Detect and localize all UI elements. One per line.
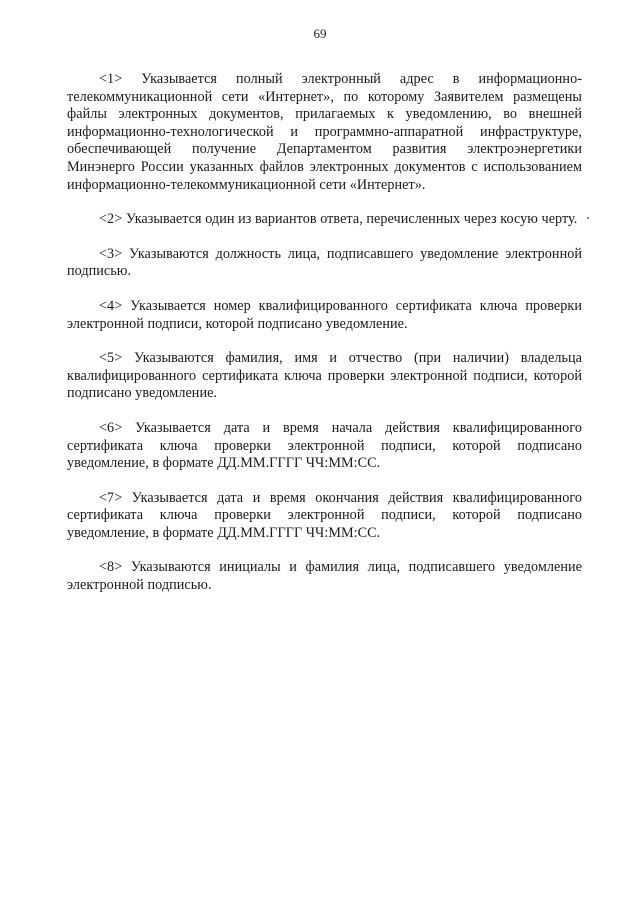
footnote-4: <4> Указывается номер квалифицированного сертификата ключа проверки электронной подписи, которой подписано уведомление. <box>67 297 582 332</box>
footnote-1: <1> Указывается полный электронный адрес в информационно-телекоммуникационной сети «Интернет», по которому Заявителем размещены файлы электронных документов, прилагаемых к уведомлению, во внешней информационно-технологической и программно-аппаратной инфраструктуре, обеспечивающей получение Департаментом развития электроэнергетики Минэнерго России указанных файлов электронных документов с использованием информационно-телекоммуникационной сети «Интернет». <box>67 71 582 193</box>
page-number: 69 <box>313 26 327 41</box>
footnote-3: <3> Указываются должность лица, подписавшего уведомление электронной подписью. <box>67 245 582 280</box>
scan-dot-mark <box>587 217 589 219</box>
footnote-8: <8> Указываются инициалы и фамилия лица, подписавшего уведомление электронной подписью. <box>67 559 582 594</box>
footnote-5: <5> Указываются фамилия, имя и отчество (при наличии) владельца квалифицированного сертификата ключа проверки электронной подписи, которой подписано уведомление. <box>67 350 582 402</box>
footnotes-list <box>67 71 582 612</box>
footnote-6: <6> Указывается дата и время начала действия квалифицированного сертификата ключа проверки электронной подписи, которой подписано уведомление, в формате ДД.ММ.ГГГГ ЧЧ:ММ:СС. <box>67 419 582 472</box>
footnote-7: <7> Указывается дата и время окончания действия квалифицированного сертификата ключа проверки электронной подписи, которой подписано уведомление, в формате ДД.ММ.ГГГГ ЧЧ:ММ:СС. <box>67 489 582 541</box>
footnote-2: <2> Указывается один из вариантов ответа, перечисленных через косую черту. <box>99 211 578 228</box>
